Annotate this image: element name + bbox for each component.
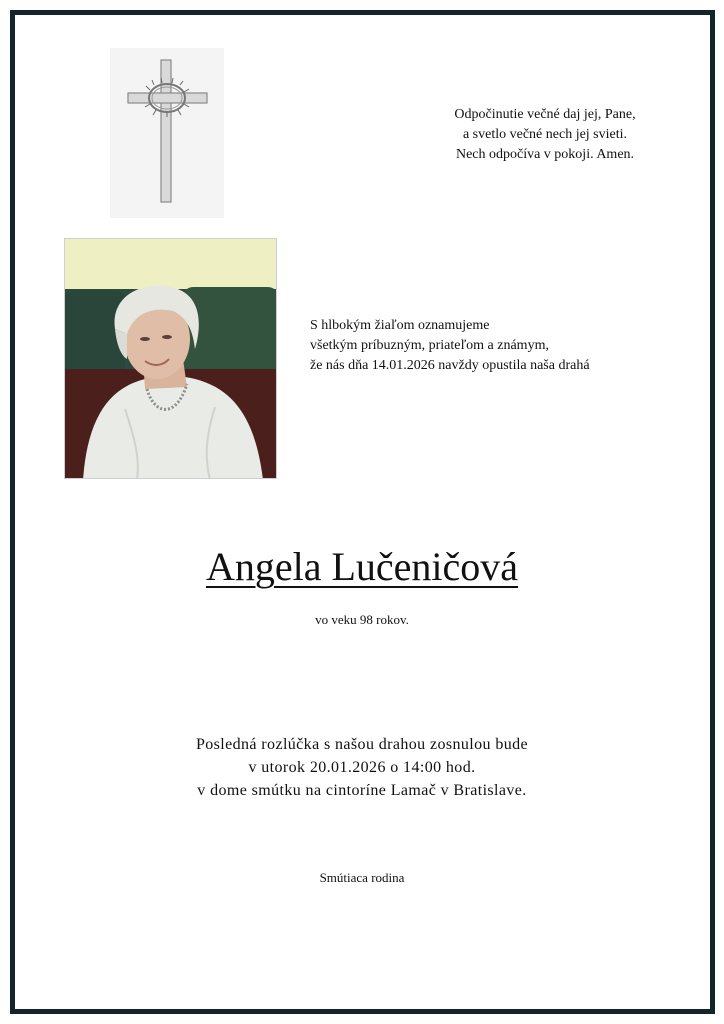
deceased-photo <box>64 238 277 479</box>
funeral-details <box>0 733 724 802</box>
funeral-line-1: Posledná rozlúčka s našou drahou zosnulou bude <box>195 736 529 753</box>
deceased-name-text: Angela Lučeničová <box>205 544 519 589</box>
cross-icon <box>110 48 224 218</box>
prayer-text <box>400 105 690 165</box>
family-signature: Smútiaca rodina <box>319 870 405 885</box>
announcement-line-1: S hlbokým žiaľom oznamujeme <box>310 318 490 333</box>
deceased-age: vo veku 98 rokov. <box>315 612 409 627</box>
prayer-line-2: a svetlo večné nech jej svieti. <box>462 127 628 142</box>
announcement-text <box>310 316 690 376</box>
funeral-line-2: v utorok 20.01.2026 o 14:00 hod. <box>248 759 476 776</box>
announcement-line-2: všetkým príbuzným, priateľom a známym, <box>310 338 549 353</box>
announcement-line-3: že nás dňa 14.01.2026 navždy opustila naša drahá <box>310 358 590 373</box>
prayer-line-3: Nech odpočíva v pokoji. Amen. <box>455 147 635 162</box>
prayer-line-1: Odpočinutie večné daj jej, Pane, <box>454 107 636 122</box>
deceased-name <box>0 542 724 592</box>
funeral-line-3: v dome smútku na cintoríne Lamač v Bratislave. <box>197 782 527 799</box>
